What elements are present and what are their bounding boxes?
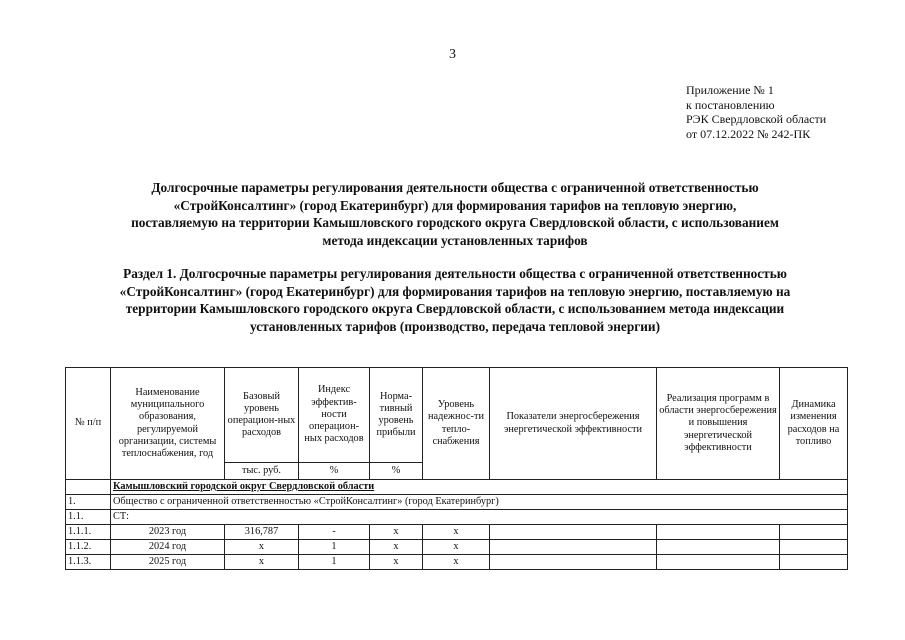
system-name: СТ: xyxy=(111,510,848,525)
table-cell xyxy=(490,540,657,555)
organization-row xyxy=(66,495,848,510)
table-cell xyxy=(657,525,780,540)
row-year: 2025 год xyxy=(111,555,225,570)
appendix-line: от 07.12.2022 № 242-ПК xyxy=(686,126,811,141)
unit-base-opex: тыс. руб. xyxy=(225,463,299,480)
row-num: 1.1. xyxy=(66,510,111,525)
appendix-line: Приложение № 1 xyxy=(686,83,774,97)
table-cell xyxy=(780,540,848,555)
section-line: «СтройКонсалтинг» (город Екатеринбург) для формирования тарифов на тепловую энергию, поставляемую на xyxy=(119,283,791,299)
table-cell xyxy=(490,525,657,540)
header-num: № п/п xyxy=(66,368,111,480)
unit-efficiency-index: % xyxy=(299,463,370,480)
table-row xyxy=(66,540,848,555)
row-index: - xyxy=(299,525,370,540)
header-programs: Реализация программ в области энергосбережения и повышения энергетической эффективности xyxy=(657,368,780,480)
header-fuel-dynamics: Динамика изменения расходов на топливо xyxy=(780,368,848,480)
row-norm: х xyxy=(370,525,423,540)
row-base: х xyxy=(225,555,299,570)
table-cell xyxy=(780,555,848,570)
row-base: х xyxy=(225,540,299,555)
table-row xyxy=(66,525,848,540)
row-num: 1.1.1. xyxy=(66,525,111,540)
row-reliability: х xyxy=(423,540,490,555)
title-line: Долгосрочные параметры регулирования деятельности общества с ограниченной ответственностью xyxy=(151,180,759,195)
header-reliability: Уровень надежнос-ти тепло-снабжения xyxy=(423,368,490,480)
section-line: Раздел 1. Долгосрочные параметры регулирования деятельности общества с ограниченной ответственностью xyxy=(123,266,787,281)
title-line: «СтройКонсалтинг» (город Екатеринбург) для формирования тарифов на тепловую энергию, xyxy=(173,197,737,213)
row-norm: х xyxy=(370,555,423,570)
row-num: 1.1.3. xyxy=(66,555,111,570)
page-number: 3 xyxy=(449,47,456,62)
row-base: 316,787 xyxy=(225,525,299,540)
row-index: 1 xyxy=(299,555,370,570)
table-cell xyxy=(66,480,111,495)
row-year: 2024 год xyxy=(111,540,225,555)
row-num: 1. xyxy=(66,495,111,510)
row-reliability: х xyxy=(423,525,490,540)
header-energy-saving: Показатели энергосбережения энергетической эффективности xyxy=(490,368,657,480)
row-norm: х xyxy=(370,540,423,555)
organization-name: Общество с ограниченной ответственностью «СтройКонсалтинг» (город Екатеринбург) xyxy=(111,495,848,510)
table-row xyxy=(66,555,848,570)
region-name: Камышловский городской округ Свердловской области xyxy=(111,480,848,495)
document-title xyxy=(60,179,850,249)
row-reliability: х xyxy=(423,555,490,570)
unit-normative-profit: % xyxy=(370,463,423,480)
row-num: 1.1.2. xyxy=(66,540,111,555)
table-cell xyxy=(780,525,848,540)
appendix-line: к постановлению xyxy=(686,97,775,112)
section-line: территории Камышловского городского округа Свердловской области, с использованием метода индексации xyxy=(125,301,785,316)
table-cell xyxy=(490,555,657,570)
title-line: метода индексации установленных тарифов xyxy=(322,232,588,248)
appendix-block xyxy=(686,83,826,141)
table-cell xyxy=(657,540,780,555)
row-year: 2023 год xyxy=(111,525,225,540)
region-row xyxy=(66,480,848,495)
system-row xyxy=(66,510,848,525)
section-title xyxy=(60,265,850,335)
parameters-table xyxy=(65,367,848,570)
row-index: 1 xyxy=(299,540,370,555)
header-normative-profit: Норма-тивный уровень прибыли xyxy=(370,368,423,463)
table-cell xyxy=(657,555,780,570)
section-line: установленных тарифов (производство, передача тепловой энергии) xyxy=(249,318,661,334)
header-name: Наименование муниципального образования, регулируемой организации, системы теплоснабжения, год xyxy=(111,368,225,480)
header-base-opex: Базовый уровень операцион-ных расходов xyxy=(225,368,299,463)
appendix-line: РЭК Свердловской области xyxy=(686,112,827,126)
header-efficiency-index: Индекс эффектив-ности операцион-ных расходов xyxy=(299,368,370,463)
title-line: поставляемую на территории Камышловского городского округа Свердловской области, с использованием xyxy=(131,215,779,230)
